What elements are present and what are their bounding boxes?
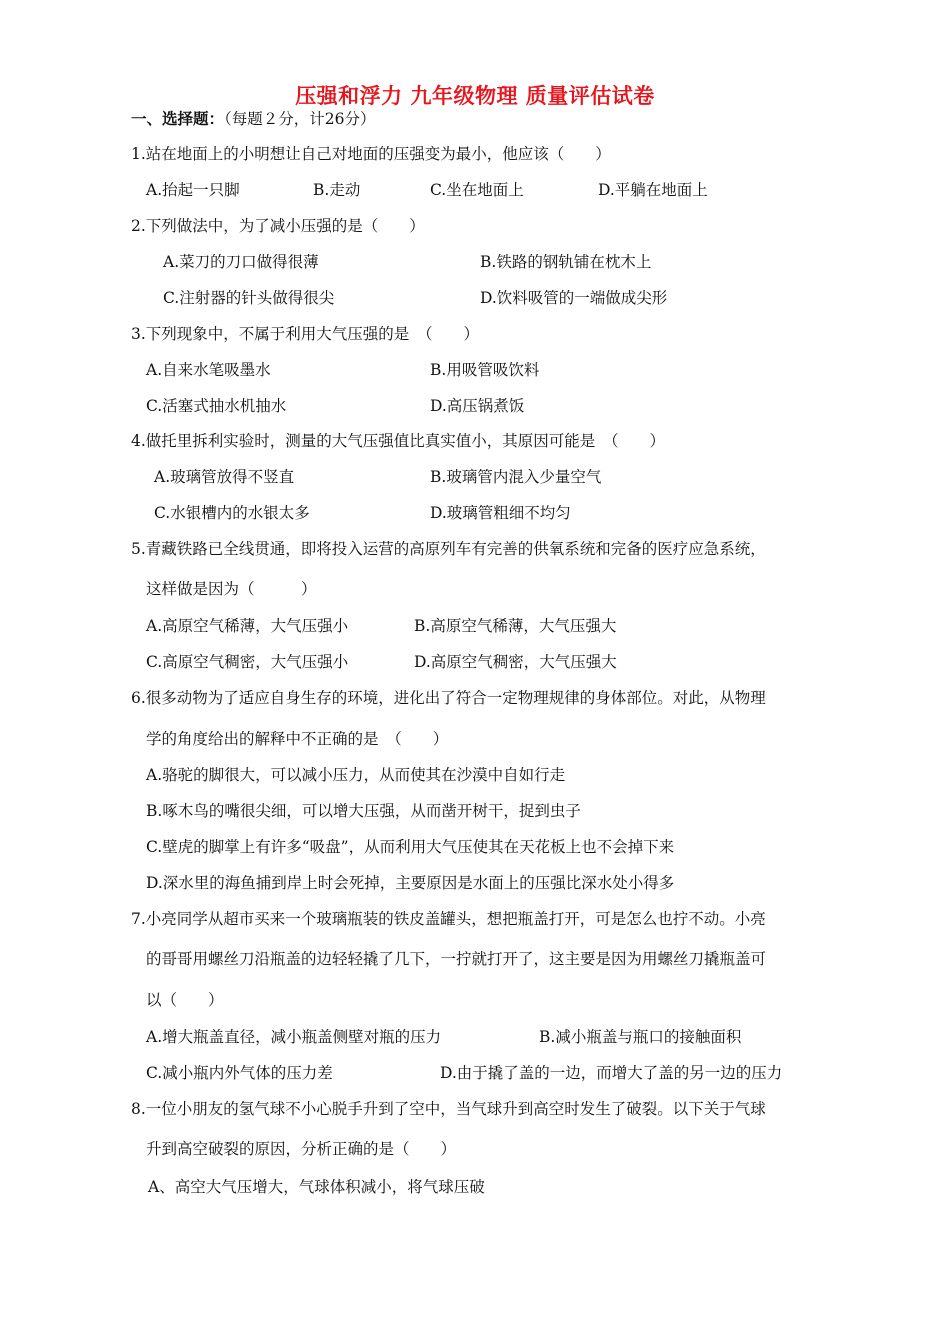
question-4-stem: 4.做托里拆利实验时，测量的大气压强值比真实值小，其原因可能是 （ ）	[131, 432, 666, 450]
question-6-option-a: A.骆驼的脚很大，可以减小压力，从而使其在沙漠中自如行走	[146, 766, 566, 784]
question-5-stem-line-2: 这样做是因为（ ）	[146, 580, 317, 598]
question-6-stem-line-1: 6.很多动物为了适应自身生存的环境，进化出了符合一定物理规律的身体部位。对此，从物理	[131, 689, 766, 707]
question-7-option-a: A.增大瓶盖直径，减小瓶盖侧壁对瓶的压力	[146, 1028, 442, 1046]
exam-title: 压强和浮力 九年级物理 质量评估试卷	[295, 84, 655, 108]
question-4-option-a: A.玻璃管放得不竖直	[154, 468, 295, 486]
question-6-option-d: D.深水里的海鱼捕到岸上时会死掉，主要原因是水面上的压强比深水处小得多	[146, 874, 675, 892]
question-8-stem-line-2: 升到高空破裂的原因，分析正确的是（ ）	[146, 1140, 457, 1158]
question-5-option-b: B.高原空气稀薄，大气压强大	[414, 617, 617, 635]
question-5-option-d: D.高原空气稠密，大气压强大	[414, 653, 617, 671]
question-1-option-d: D.平躺在地面上	[598, 181, 708, 199]
question-7-stem-line-1: 7.小亮同学从超市买来一个玻璃瓶装的铁皮盖罐头，想把瓶盖打开，可是怎么也拧不动。小亮	[131, 910, 766, 928]
question-1-option-b: B.走动	[313, 181, 361, 199]
question-7-stem-line-2: 的哥哥用螺丝刀沿瓶盖的边轻轻撬了几下，一拧就打开了，这主要是因为用螺丝刀撬瓶盖可	[146, 950, 767, 968]
question-3-option-b: B.用吸管吸饮料	[430, 361, 540, 379]
section-heading	[131, 109, 376, 129]
question-8-stem-line-1: 8.一位小朋友的氢气球不小心脱手升到了空中，当气球升到高空时发生了破裂。以下关于气球	[131, 1100, 766, 1118]
question-1-stem: 1.站在地面上的小明想让自己对地面的压强变为最小，他应该（ ）	[131, 145, 611, 163]
question-2-stem: 2.下列做法中，为了减小压强的是（ ）	[131, 217, 425, 235]
section-label: 一、选择题：	[131, 110, 225, 128]
question-3-option-c: C.活塞式抽水机抽水	[146, 397, 287, 415]
question-3-option-a: A.自来水笔吸墨水	[146, 361, 271, 379]
question-6-stem-line-2: 学的角度给出的解释中不正确的是 （ ）	[146, 730, 449, 748]
question-5-option-a: A.高原空气稀薄，大气压强小	[146, 617, 349, 635]
question-3-option-d: D.高压锅煮饭	[430, 397, 525, 415]
question-7-option-d: D.由于撬了盖的一边，而增大了盖的另一边的压力	[440, 1064, 783, 1082]
question-4-option-c: C.水银槽内的水银太多	[154, 504, 310, 522]
question-5-option-c: C.高原空气稠密，大气压强小	[146, 653, 349, 671]
question-6-option-b: B.啄木鸟的嘴很尖细，可以增大压强，从而凿开树干，捉到虫子	[146, 802, 581, 820]
question-4-option-d: D.玻璃管粗细不均匀	[430, 504, 571, 522]
question-2-option-b: B.铁路的钢轨铺在枕木上	[480, 253, 652, 271]
question-2-option-d: D.饮料吸管的一端做成尖形	[480, 289, 668, 307]
question-5-stem-line-1: 5.青藏铁路已全线贯通，即将投入运营的高原列车有完善的供氧系统和完备的医疗应急系统，	[131, 540, 766, 558]
question-3-stem: 3.下列现象中，不属于利用大气压强的是 （ ）	[131, 325, 480, 343]
question-4-option-b: B.玻璃管内混入少量空气	[430, 468, 602, 486]
question-7-option-c: C.减小瓶内外气体的压力差	[146, 1064, 333, 1082]
question-1-option-c: C.坐在地面上	[430, 181, 524, 199]
question-2-option-a: A.菜刀的刀口做得很薄	[163, 253, 319, 271]
section-note: （每题２分，计26分）	[224, 110, 376, 128]
question-6-option-c: C.壁虎的脚掌上有许多“吸盘”，从而利用大气压使其在天花板上也不会掉下来	[146, 838, 675, 856]
question-2-option-c: C.注射器的针头做得很尖	[163, 289, 335, 307]
question-8-option-a: A、高空大气压增大，气球体积减小，将气球压破	[148, 1178, 485, 1196]
question-7-option-b: B.减小瓶盖与瓶口的接触面积	[539, 1028, 742, 1046]
question-1-option-a: A.抬起一只脚	[146, 181, 240, 199]
question-7-stem-line-3: 以（ ）	[146, 991, 224, 1009]
